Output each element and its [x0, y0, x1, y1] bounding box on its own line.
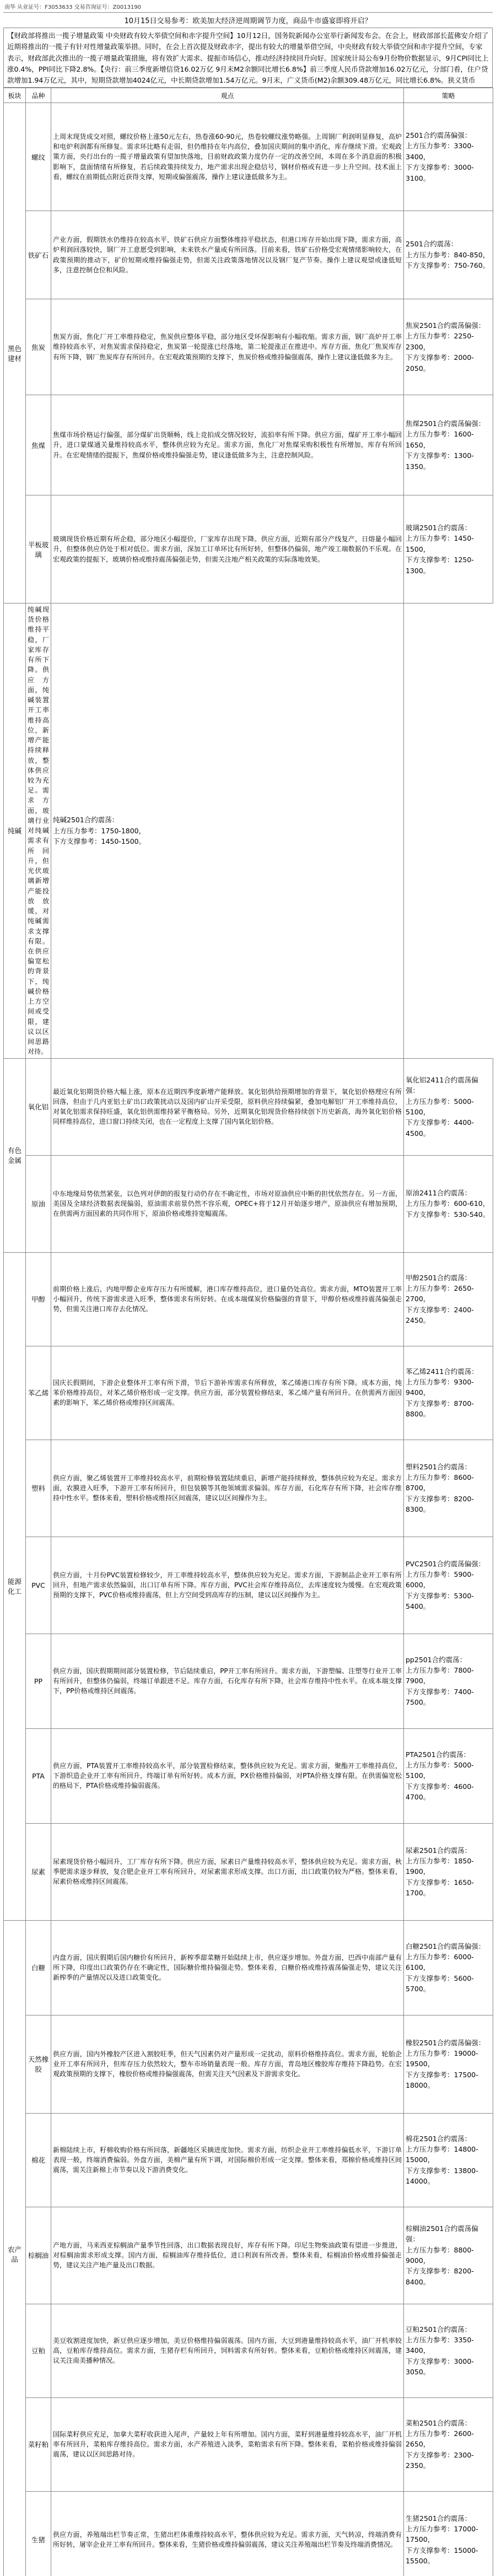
table-row [4, 603, 493, 1059]
header-strategy: 策略 [404, 88, 493, 103]
table-row [4, 1920, 493, 2015]
table-row [4, 1823, 493, 1920]
header-sector: 板块 [4, 88, 26, 103]
table-row [4, 1440, 493, 1537]
variety-cell: 焦煤 [26, 395, 51, 495]
variety-cell: PP [26, 1634, 51, 1728]
table-row [4, 395, 493, 495]
view-cell: 产地方面，马来西亚棕榈油产量季节性回落，出口数据表现良好，库存有所下降。印尼生物柴油政策有望进一步推进，对棕榈油需求形成支撑。国内方面，棕榈油库存维持低位，进口利润有所改善。整体来看，棕榈油价格或维持偏强走势，建议关注产地产量及出口数据。 [51, 2207, 404, 2304]
view-cell: 尿素现货价格小幅回升，工厂库存有所下降。供应方面，尿素日产量维持较高水平，整体供应较为充足。需求方面，秋季肥需求逐步释放，复合肥企业开工率有所回升，对尿素需求形成支撑。出口方面，出口政策仍较为严格。整体来看，尿素价格或维持区间震荡。 [51, 1823, 404, 1920]
view-cell: 供应方面，国内外橡胶产区进入割胶旺季，但天气因素仍对产量形成一定扰动，原料价格维持高位。需求方面，轮胎企业开工率有所回升，但库存压力依然较大，整车市场销量表现一般。库存方面，青岛地区橡胶库存维持下降趋势。在宏观政策预期的支撑下，橡胶价格或维持偏强震荡，但需关注天气因素及下游需求变化。 [51, 2015, 404, 2113]
header-meta: 南华 从业证号：F3053633 交易咨询证号：Z0013190 [4, 4, 142, 10]
variety-cell: 棕榈油 [26, 2207, 51, 2304]
strategy-cell: 焦炭2501合约震荡偏强： 上方压力参考：2250-2300， 下方支撑参考：2000-2050。 [404, 299, 493, 395]
variety-cell: 甲醇 [26, 1252, 51, 1346]
view-cell: 焦炭方面，焦化厂开工率维持稳定，焦炭供应整体平稳，部分地区受环保影响有小幅收缩。需求方面，钢厂高炉开工率维持较高水平，对焦炭需求保持稳定，焦炭第一轮提涨已经落地，第二轮提涨正在推进中。库存方面，焦化厂焦炭库存有所下降，钢厂焦炭库存有所回升。在宏观政策预期的支撑下，焦炭价格或维持偏强震荡，操作上建议逢低做多为主。 [51, 299, 404, 395]
view-cell: 中东地缘局势依然紧张，以色列对伊朗的报复行动仍存在不确定性，市场对原油供应中断的担忧依然存在。另一方面，美国及全球经济数据表现偏弱，原油需求前景仍然不容乐观，OPEC+将于12月开始逐步增产，原油供应有增加预期，在供需两方面因素的共同作用下，原油价格或维持宽幅震荡。 [51, 1155, 404, 1252]
table-row [4, 1728, 493, 1823]
table-row [4, 1346, 493, 1440]
view-cell: 供应方面，聚乙烯装置开工率维持较高水平，前期检修装置陆续重启，新增产能持续释放，整体供应较为充足。需求方面，农膜进入旺季，下游开工率有所回升，但包装膜等其他领域需求偏弱。库存方面，石化库存有所下降，社会库存维持中性水平。整体来看，塑料价格或维持区间震荡，建议以区间操作为主。 [51, 1440, 404, 1537]
variety-cell: 苯乙烯 [26, 1346, 51, 1440]
view-cell: 前期价格上涨后，内地甲醇企业库存压力有所缓解，港口库存维持高位，进口量仍处高位。需求方面，MTO装置开工率小幅回升，传统下游需求进入旺季，整体需求有所好转。在成本端煤炭价格偏强的背景下，甲醇价格或维持震荡偏强走势，但需关注港口库存去化情况。 [51, 1252, 404, 1346]
variety-cell: 螺纹 [26, 103, 51, 211]
sector-cell: 有色金属 [4, 1058, 26, 1252]
view-cell: 供应方面，PTA装置开工率维持较高水平，部分装置检修结束，整体供应较为充足。需求方面，聚酯开工率维持高位，下游织造企业开工率有所回升，终端订单有所好转。成本方面，PX价格维持偏弱，对PTA价格支撑有限。在供需偏宽松的格局下，PTA价格或维持偏弱震荡。 [51, 1728, 404, 1823]
view-cell: 供应方面，十月份PVC装置检修较少，开工率维持较高水平，整体供应较为充足。需求方面，下游制品企业开工率有所回升，但地产需求依然偏弱，出口订单有所下降。库存方面，PVC社会库存维持高位，去库速度较为缓慢。在宏观政策预期的支撑下，PVC价格或维持震荡，但上方空间受到高库存的压制，建议以区间操作为主。 [51, 1537, 404, 1634]
view-cell: 国庆长假期间，下游企业整体开工率有所下滑，节后下游补库需求有所释放，苯乙烯港口库存有所下降。成本方面，纯苯价格维持高位，对苯乙烯价格形成一定支撑。供应方面，部分装置检修结束，苯乙烯产量有所回升。在供需两方面因素的影响下，苯乙烯价格或维持区间震荡。 [51, 1346, 404, 1440]
variety-cell: 原油 [26, 1155, 51, 1252]
table-row [4, 211, 493, 299]
strategy-cell: 塑料2501合约震荡： 上方压力参考：8600-8700， 下方支撑参考：8200-8300。 [404, 1440, 493, 1537]
view-cell: 产业方面，假期铁水仍维持在较高水平，铁矿石供应方面整体维持平稳状态，但港口库存开始出现下降，需求方面，高炉利润回落较快，钢厂开工意愿受到影响，未来铁水产量或有所回落。目前来看，铁矿石价格受宏观情绪影响较大，在政策预期的推动下，矿价短期或维持偏强走势，但需关注政策落地情况以及钢厂复产节奏。操作上建议观望或逢低短多，注意控制仓位和风险。 [51, 211, 404, 299]
header-variety: 品种 [26, 88, 51, 103]
variety-cell: 纯碱 [4, 603, 26, 1059]
strategy-cell: 2501合约震荡： 上方压力参考：840-850， 下方支撑参考：750-760。 [404, 211, 493, 299]
table-row [4, 103, 493, 211]
variety-cell: 平板玻璃 [26, 495, 51, 603]
strategy-cell: 2501合约震荡偏强： 上方压力参考：3300-3400， 下方支撑参考：3000-3100。 [404, 103, 493, 211]
variety-cell: 铁矿石 [26, 211, 51, 299]
strategy-cell: PVC2501合约震荡偏强： 上方压力参考：5900-6000， 下方支撑参考：5300-5400。 [404, 1537, 493, 1634]
variety-cell: 菜籽粕 [26, 2397, 51, 2491]
view-cell: 焦煤市场价格运行偏强，部分煤矿出货顺畅，线上竞拍成交情况较好，流拍率有所下降。供应方面，煤矿开工率小幅回升，进口蒙煤通关量维持较高水平，整体供应较为充足。需求方面，焦化厂对焦煤采购积极性有所增加，库存有所回升。在宏观情绪的提振下，焦煤价格或维持偏强走势，建议逢低做多为主，注意控制风险。 [51, 395, 404, 495]
view-cell: 最近氧化铝期货价格大幅上涨，原本在近期四季度新增产能释放、氧化铝供给预期增加的背景下，氧化铝价格理应有所回落，但由于几内亚铝土矿出口政策扰动以及国内矿山开采受限，原料供应持续偏紧，叠加电解铝厂开工率维持高位，对氧化铝需求保持旺盛，氧化铝供需维持紧平衡格局。另外，近期氧化铝现货价格持续创下历史新高，海外氧化铝价格同样维持高位，进口窗口持续关闭，也在一定程度上支撑了国内氧化铝价格。 [51, 1058, 404, 1155]
table-row [4, 1537, 493, 1634]
strategy-cell: 菜粕2501合约震荡： 上方压力参考：2600-2650， 下方支撑参考：2300-2350。 [404, 2397, 493, 2491]
variety-cell: 棉花 [26, 2113, 51, 2207]
strategy-cell: 氧化铝2411合约震荡偏强： 上方压力参考：5000-5100， 下方支撑参考：4400-4500。 [404, 1058, 493, 1155]
news-summary: 【财政部将推出一揽子增量政策 中央财政有较大举债空间和赤字提升空间】10月12日，国务院新闻办公室举行新闻发布会。在会上，财政部部长蓝佛安介绍了近期将推出的一揽子有针对性增量政策举措。同时，在会上首次提及财政赤字，提出有较大的增量举借空间，中央财政有较大举债空间和赤字提升空间，专家表示，财政部此次推出的一揽子增量政策措施，将有效扩大需求、提振市场信心，推动经济持续回升向好。国家统计局公布9月份物价数据显示，9月CPI同比上涨0.4%，PPI同比下降2.8%。【央行：前三季度新增信贷16.02万亿 9月末M2余额同比增长6.8%】前三季度人民币贷款增加16.02万亿元，分部门看，住户贷款增加1.94万亿元，其中，短期贷款增加4024亿元，中长期贷款增加1.54万亿元。9月末，广义货币(M2)余额309.48万亿元，同比增长6.8%。狭义货币 [3, 28, 493, 88]
strategy-cell: 甲醇2501合约震荡： 上方压力参考：2650-2700， 下方支撑参考：2400-2450。 [404, 1252, 493, 1346]
strategy-cell: 原油2411合约震荡： 上方压力参考：600-610， 下方支撑参考：530-540。 [404, 1155, 493, 1252]
sector-cell: 黑色建材 [4, 103, 26, 603]
strategy-cell: 焦煤2501合约震荡偏强： 上方压力参考：1600-1650， 下方支撑参考：1300-1350。 [404, 395, 493, 495]
view-cell: 内盘方面，国庆假期后国内糖价有所回升，新榨季甜菜糖开始陆续上市，供应逐步增加。外盘方面，巴西中南部产量有所下降，印度出口政策仍存在不确定性，国际糖价维持偏强走势。整体来看，白糖价格或维持震荡偏强走势，建议关注新榨季的产量情况以及进口政策变化。 [51, 1920, 404, 2015]
strategy-cell: 尿素2501合约震荡： 上方压力参考：1850-1900， 下方支撑参考：1650-1700。 [404, 1823, 493, 1920]
strategy-cell: 豆粕2501合约震荡： 上方压力参考：3350-3400， 下方支撑参考：3000-3050。 [404, 2304, 493, 2397]
table-row [4, 2207, 493, 2304]
strategy-cell: 棉花2501合约震荡： 上方压力参考：14800-15000， 下方支撑参考：13800-14000。 [404, 2113, 493, 2207]
table-row [4, 1252, 493, 1346]
sector-cell: 农产品 [4, 1920, 26, 2576]
variety-cell: 尿素 [26, 1823, 51, 1920]
view-cell: 国际菜籽供应充足，加拿大菜籽收获进入尾声，产量较上年有所增加。国内方面，菜籽到港量维持较高水平，油厂开机率有所回升，菜粕库存维持高位。需求方面，水产养殖进入淡季，菜粕需求有所下降。整体来看，菜粕价格或维持偏弱震荡，建议以区间思路对待。 [51, 2397, 404, 2491]
view-cell: 美豆收割进度加快，新豆供应逐步增加，美豆价格维持偏弱震荡。国内方面，大豆到港量维持较高水平，油厂开机率较高，豆粕库存维持高位。需求方面，生猪存栏有所回升，饲料需求有所好转。整体来看，豆粕价格或维持区间震荡，建议关注南美播种情况。 [51, 2304, 404, 2397]
variety-cell: 豆粕 [26, 2304, 51, 2397]
variety-cell: 天然橡胶 [26, 2015, 51, 2113]
strategy-cell: 生猪2501合约震荡： 上方压力参考：17000-17500， 下方支撑参考：15000-15500。 [404, 2491, 493, 2576]
view-cell: 上周末现货成交对照，螺纹价格上涨50元左右，热卷涨60-90元，热卷较螺纹涨势略强。上周钢厂利润明显修复，高炉和电炉利润都有所修复。需求环比略有走弱，但仍维持在年内高位，叠加国庆期间的集中消化，库存继续下滑。宏观政策方面，央行出台的一揽子增量政策有望加快落地，目前财政政策力度仍存一定的改善空间，本周在多个消息面的积极影响下，盘面情绪有所修复，若后续政策持续发力，地产需求出现企稳信号，钢材价格或有进一步上升空间。技术面上看，螺纹在前期低点附近获得支撑，短期或偏强震荡，操作上建议逢低做多为主。 [51, 103, 404, 211]
view-cell: 新棉陆续上市，籽棉收购价格有所回落，新疆地区采摘进度加快。需求方面，纺织企业开工率维持偏低水平，下游订单表现一般，终端消费偏弱。外盘方面，美棉产量有所下调，对国际棉价形成一定支撑。整体来看，郑棉价格或维持区间震荡，需关注新棉上市节奏以及下游消费变化。 [51, 2113, 404, 2207]
table-row [4, 495, 493, 603]
page-title: 10月15日交易参考：欧美加大经济逆周期调节力度，商品牛市盛宴即将开启？ [3, 12, 493, 28]
table-row [4, 2491, 493, 2576]
table-row [4, 2015, 493, 2113]
view-cell: 纯碱现货价格维持平稳，厂家库存有所下降。供应方面，纯碱装置开工率维持高位，新增产能持续释放，整体供应较为充足。需求方面，玻璃行业对纯碱需求有所回升，但光伏玻璃新增产能投放放缓，对纯碱需求支撑有限。在供应偏宽松的背景下，纯碱价格上方空间或受限，建议以区间思路对待。 [26, 603, 51, 1059]
table-row [4, 2113, 493, 2207]
table-row [4, 1634, 493, 1728]
strategy-cell: 棕榈油2501合约震荡偏强： 上方压力参考：8800-9000， 下方支撑参考：8200-8400。 [404, 2207, 493, 2304]
strategy-cell: 橡胶2501合约震荡偏强： 上方压力参考：19000-19500， 下方支撑参考：17500-18000。 [404, 2015, 493, 2113]
view-cell: 供应方面，养殖端出栏节奏正常，生猪出栏体重维持较高水平，整体供应较为充足。需求方面，天气转凉，终端消费有所好转，屠宰企业开工率有所回升。整体来看，生猪价格或维持偏弱震荡，建议关注养殖端出栏节奏及终端消费情况。 [51, 2491, 404, 2576]
table-row [4, 1058, 493, 1155]
strategy-cell: 白糖2501合约震荡偏强： 上方压力参考：6000-6100， 下方支撑参考：5600-5700。 [404, 1920, 493, 2015]
strategy-cell: 玻璃2501合约震荡： 上方压力参考：1450-1500， 下方支撑参考：1250-1300。 [404, 495, 493, 603]
strategy-table [3, 88, 493, 2576]
table-row [4, 2304, 493, 2397]
table-row [4, 2397, 493, 2491]
strategy-cell: PTA2501合约震荡： 上方压力参考：5000-5100， 下方支撑参考：4600-4700。 [404, 1728, 493, 1823]
table-header-row [4, 88, 493, 103]
variety-cell: 生猪 [26, 2491, 51, 2576]
table-row [4, 299, 493, 395]
strategy-cell: pp2501合约震荡： 上方压力参考：7800-7900， 下方支撑参考：7400-7500。 [404, 1634, 493, 1728]
variety-cell: 白糖 [26, 1920, 51, 2015]
variety-cell: 氧化铝 [26, 1058, 51, 1155]
variety-cell: 塑料 [26, 1440, 51, 1537]
variety-cell: PVC [26, 1537, 51, 1634]
view-cell: 玻璃现货价格近期有所企稳，部分地区小幅提价，厂家库存出现下降。供应方面，近期有部分产线复产，日熔量小幅回升，但整体供应仍处于相对低位。需求方面，深加工订单环比有所好转，但整体仍偏弱，地产竣工端数据仍不乐观。在宏观政策的提振下，玻璃价格或维持震荡偏强走势，但需关注地产相关政策的实际落地效果。 [51, 495, 404, 603]
strategy-cell: 苯乙烯2411合约震荡： 上方压力参考：9300-9400， 下方支撑参考：8700-8800。 [404, 1346, 493, 1440]
header-view: 观点 [51, 88, 404, 103]
strategy-cell: 纯碱2501合约震荡： 上方压力参考：1750-1800， 下方支撑参考：1450-1500。 [51, 603, 404, 1059]
table-row [4, 1155, 493, 1252]
table-body [4, 103, 493, 2576]
variety-cell: PTA [26, 1728, 51, 1823]
variety-cell: 焦炭 [26, 299, 51, 395]
view-cell: 供应方面，国庆假期期间部分装置检修，节后陆续重启，PP开工率有所回升。需求方面，下游塑编、注塑等行业开工率有所回升，但整体仍偏弱，终端订单跟进不足。库存方面，石化库存有所下降，社会库存维持中性水平。在成本端支撑下，PP价格或维持区间震荡。 [51, 1634, 404, 1728]
sector-cell: 能源化工 [4, 1252, 26, 1920]
